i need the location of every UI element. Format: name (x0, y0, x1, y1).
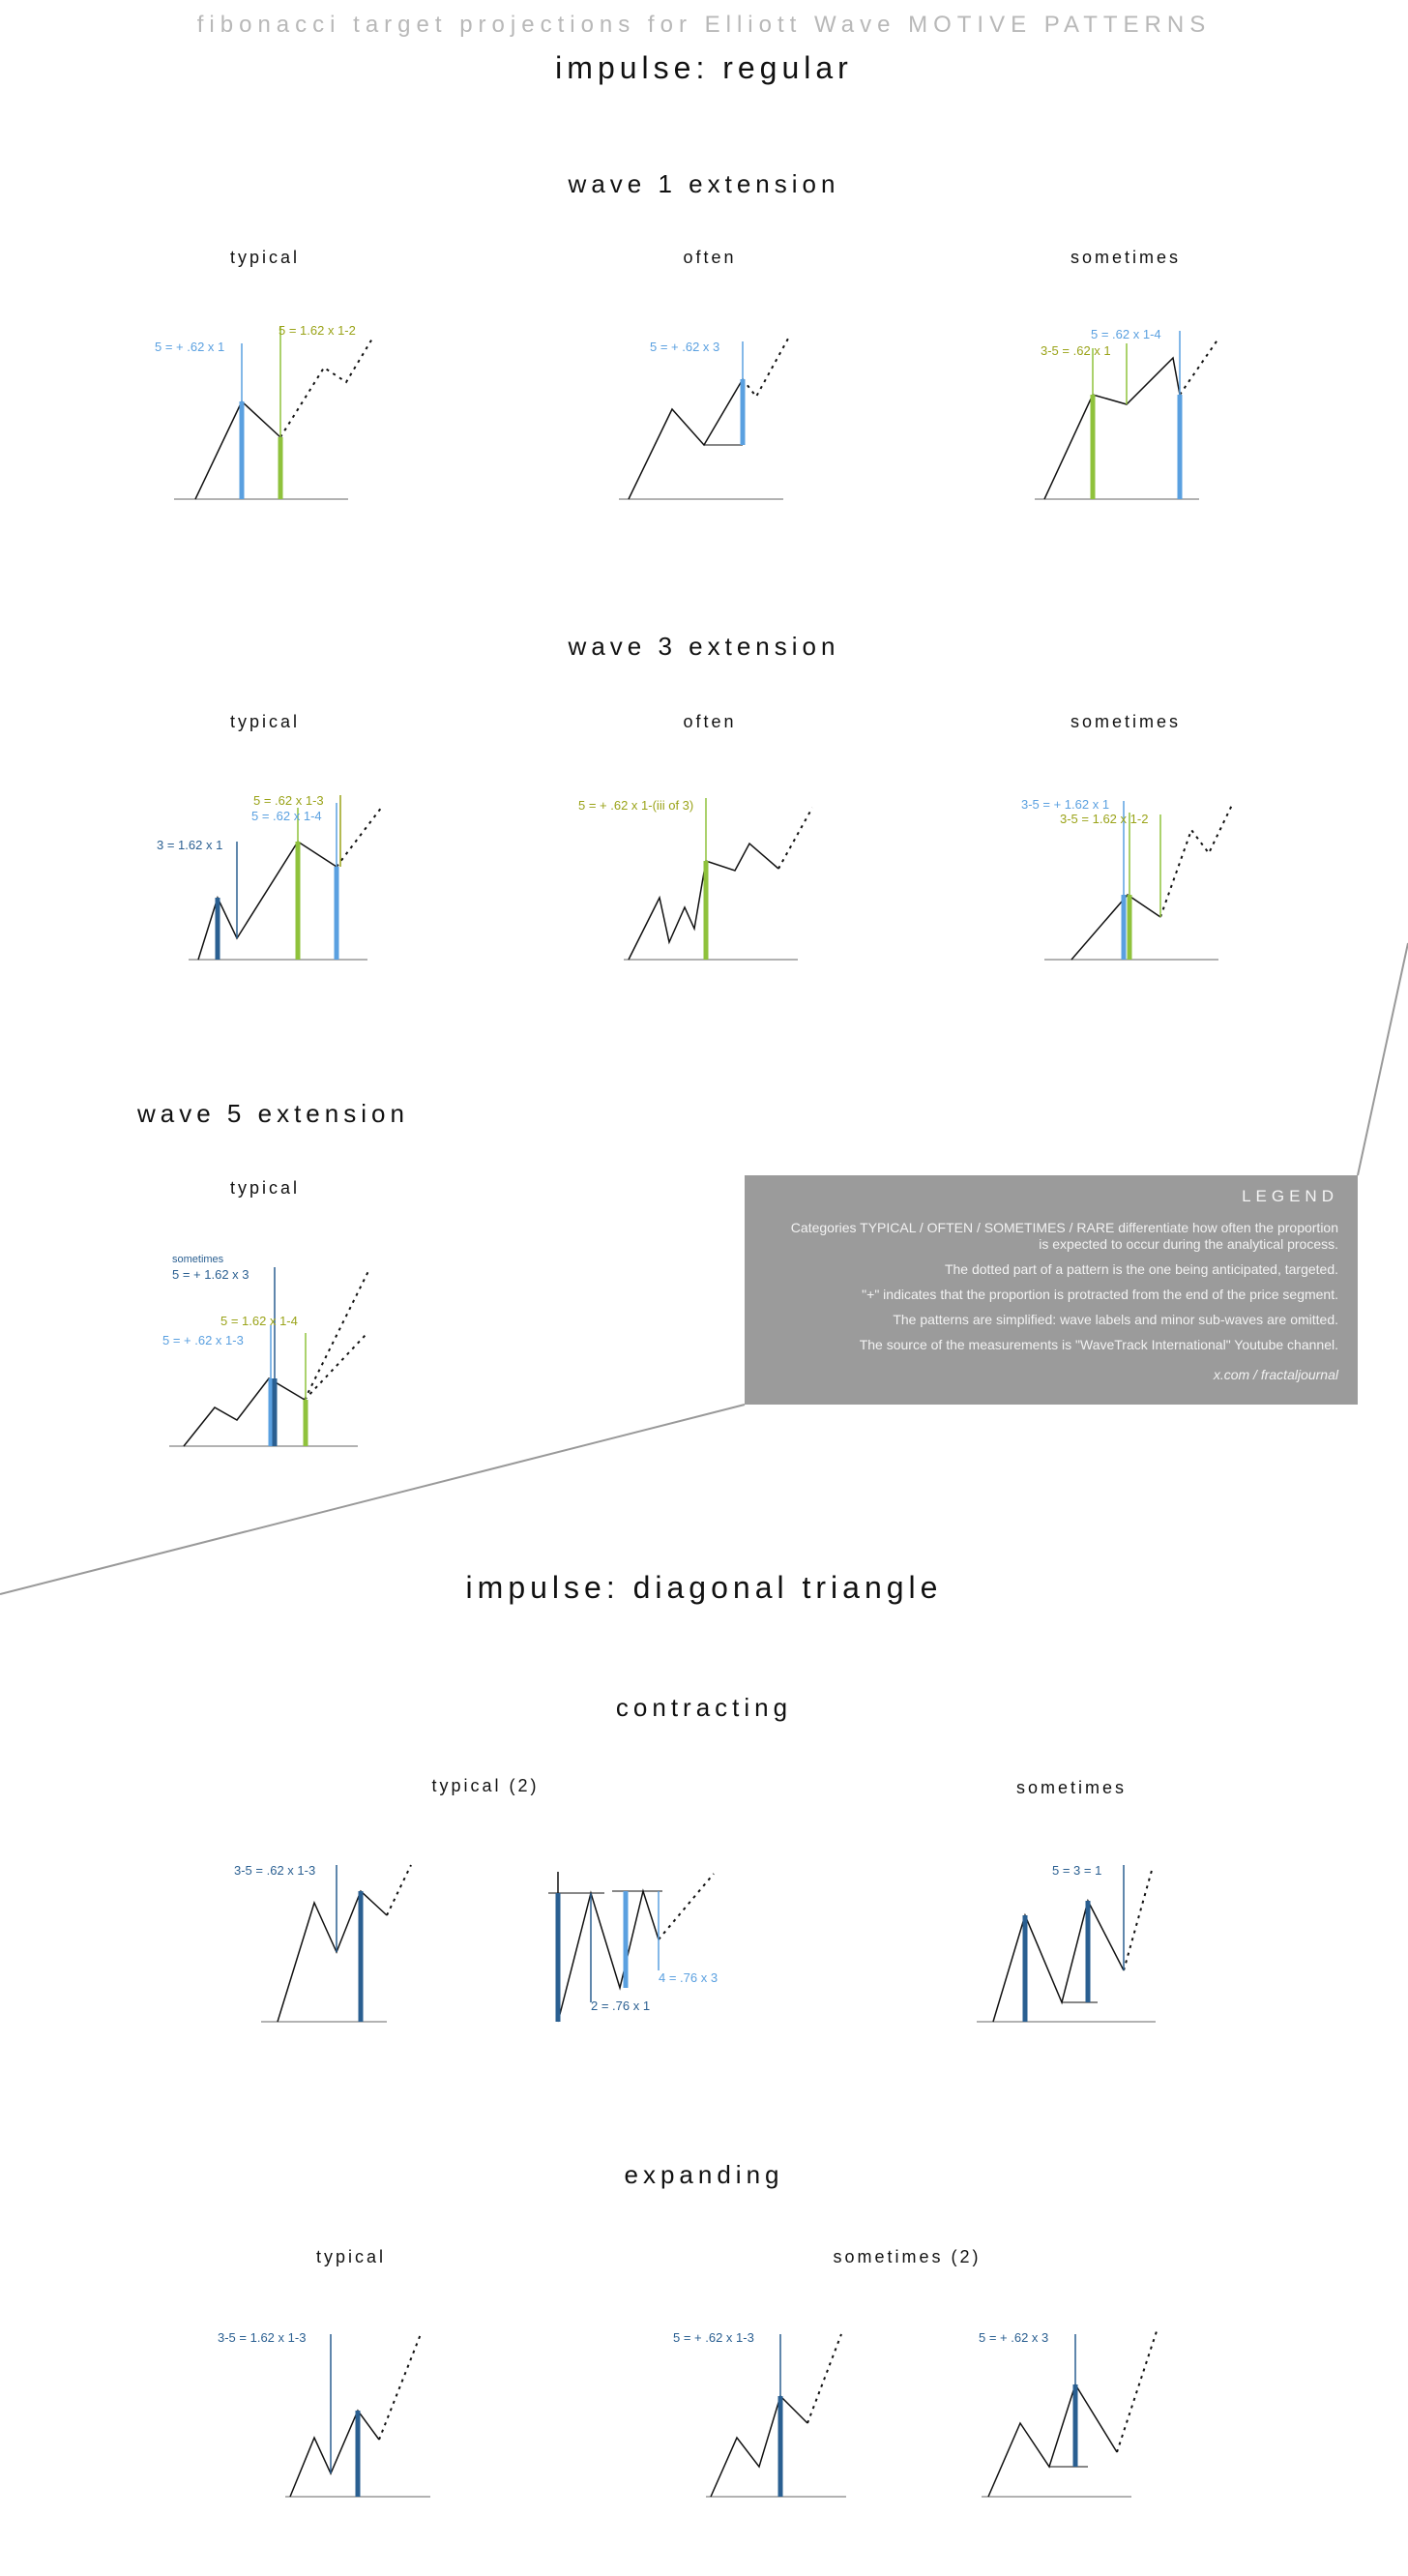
label: 4 = .76 x 3 (659, 1970, 719, 1985)
note-label: sometimes (172, 1254, 224, 1265)
label: 5 = + 1.62 x 3 (172, 1267, 249, 1282)
label: 3-5 = + 1.62 x 1 (1021, 797, 1110, 812)
section-title-wave3: wave 3 extension (568, 632, 840, 661)
label: 5 = + .62 x 1-(iii of 3) (578, 798, 694, 813)
category-label: typical (2) (431, 1776, 540, 1795)
pattern-expanding-sometimes-a (658, 2317, 870, 2510)
pattern-contracting-typical-a (222, 1848, 435, 2031)
label: 5 = 3 = 1 (1052, 1863, 1102, 1878)
label: 5 = + .62 x 3 (979, 2330, 1049, 2345)
category-label: often (683, 712, 737, 731)
category-label: sometimes (1070, 712, 1182, 731)
label: 5 = .62 x 1-4 (251, 809, 322, 823)
legend-box (745, 1175, 1358, 1405)
label: 2 = .76 x 1 (591, 1999, 651, 2013)
category-label: typical (229, 248, 301, 267)
category-label: typical (315, 2247, 387, 2266)
page-title: impulse: regular (555, 50, 853, 85)
label: 5 = .62 x 1-4 (1091, 327, 1161, 341)
label: 3 = 1.62 x 1 (157, 838, 223, 852)
label: 5 = + .62 x 3 (650, 340, 720, 354)
legend-line: is expected to occur during the analytical process. (1039, 1236, 1338, 1252)
label: 5 = + .62 x 1-3 (162, 1333, 244, 1347)
category-label: typical (229, 712, 301, 731)
label: 3-5 = .62 x 1 (1041, 343, 1111, 358)
category-label: sometimes (1015, 1778, 1128, 1797)
pattern-expanding-typical (213, 2317, 455, 2510)
suptitle: fibonacci target projections for Elliott Wave MOTIVE PATTERNS (196, 12, 1212, 38)
label: 3-5 = 1.62 x 1-2 (1060, 812, 1149, 826)
legend-line: The patterns are simplified: wave labels and minor sub-waves are omitted. (893, 1312, 1338, 1327)
legend-line: Categories TYPICAL / OFTEN / SOMETIMES / RARE differentiate how often the proportion (790, 1220, 1338, 1235)
section-title-diagonal: impulse: diagonal triangle (465, 1570, 943, 1605)
category-label: often (683, 248, 737, 267)
subsection-title-contracting: contracting (615, 1693, 793, 1722)
category-label: sometimes (1070, 248, 1182, 267)
label: 5 = + .62 x 1-3 (673, 2330, 754, 2345)
subsection-title-expanding: expanding (624, 2160, 784, 2189)
section-title-wave5: wave 5 extension (137, 1099, 409, 1128)
label: 5 = .62 x 1-3 (253, 793, 324, 808)
legend-title: LEGEND (1242, 1187, 1338, 1205)
pattern-contracting-sometimes (967, 1848, 1180, 2031)
label: 5 = 1.62 x 1-4 (220, 1314, 298, 1328)
label: 3-5 = .62 x 1-3 (234, 1863, 316, 1878)
label: 5 = + .62 x 1 (155, 340, 225, 354)
category-label: sometimes (2) (833, 2247, 982, 2266)
legend-line: The source of the measurements is "WaveTrack International" Youtube channel. (859, 1337, 1338, 1352)
legend-line: The dotted part of a pattern is the one being anticipated, targeted. (944, 1261, 1338, 1277)
pattern-contracting-typical-b (537, 1862, 759, 2046)
pattern-expanding-sometimes-b (967, 2317, 1180, 2510)
category-label: typical (229, 1178, 301, 1198)
label: 3-5 = 1.62 x 1-3 (218, 2330, 307, 2345)
legend-line: "+" indicates that the proportion is protracted from the end of the price segment. (862, 1287, 1338, 1302)
label: 5 = 1.62 x 1-2 (279, 323, 356, 338)
section-title-wave1: wave 1 extension (568, 169, 840, 198)
legend-credit: x.com / fractaljournal (1213, 1367, 1338, 1382)
